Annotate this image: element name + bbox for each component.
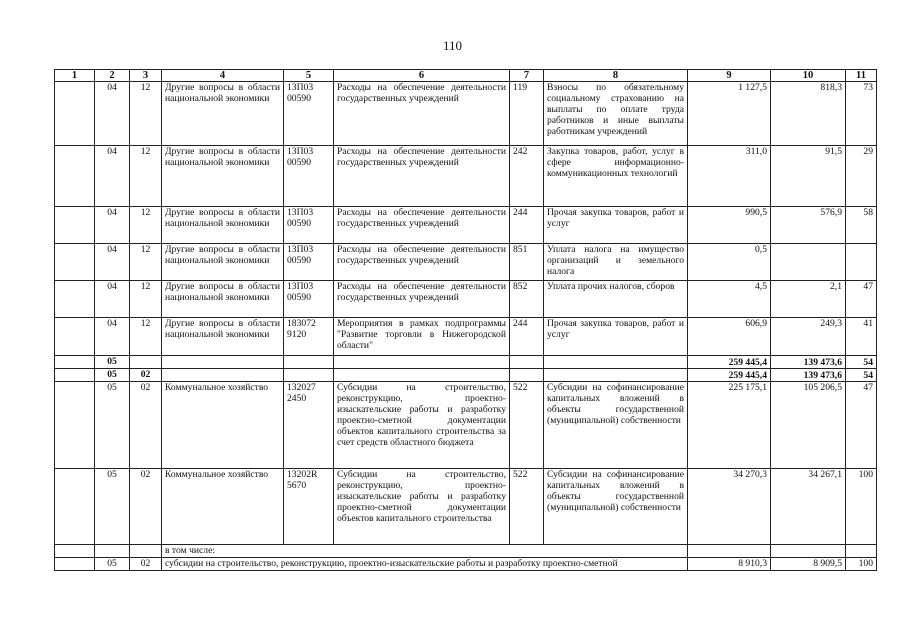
expense-type-cell: 851 — [510, 244, 544, 281]
table-row — [55, 244, 877, 281]
subsection-code-cell: 12 — [130, 244, 162, 281]
percent-cell: 29 — [846, 146, 877, 207]
target-article-cell — [284, 369, 334, 382]
empty-cell — [771, 545, 846, 558]
expense-type-cell: 522 — [510, 382, 544, 469]
target-article-cell: 13П03 00590 — [284, 146, 334, 207]
subsection-name-cell: Другие вопросы в области национальной экономики — [162, 281, 284, 318]
column-header: 9 — [688, 70, 771, 82]
percent-cell: 47 — [846, 281, 877, 318]
subsection-name-cell: Другие вопросы в области национальной экономики — [162, 318, 284, 356]
subsection-name-cell: Другие вопросы в области национальной экономики — [162, 146, 284, 207]
target-article-name-cell: Расходы на обеспечение деятельности государственных учреждений — [334, 146, 510, 207]
target-article-cell: 183072 9120 — [284, 318, 334, 356]
plan-amount-cell: 4,5 — [688, 281, 771, 318]
section-code-cell: 04 — [95, 82, 130, 146]
subsection-code-cell: 02 — [130, 558, 162, 571]
plan-amount-cell: 225 175,1 — [688, 382, 771, 469]
including-label: в том числе: — [162, 545, 688, 558]
subsection-name-cell: Коммунальное хозяйство — [162, 469, 284, 545]
target-article-name-cell: Расходы на обеспечение деятельности государственных учреждений — [334, 244, 510, 281]
table-row — [55, 318, 877, 356]
plan-amount-cell: 34 270,3 — [688, 469, 771, 545]
table-row — [55, 207, 877, 244]
subsection-code-cell: 02 — [130, 369, 162, 382]
plan-amount-cell: 0,5 — [688, 244, 771, 281]
subsection-name-cell — [162, 356, 284, 369]
target-article-name-cell: Субсидии на строительство, реконструкцию, проектно-изыскательские работы и разработку проектно-сметной документации объектов капитального строительства за счет средств областного бюджета — [334, 382, 510, 469]
expense-type-cell: 244 — [510, 318, 544, 356]
actual-amount-cell: 34 267,1 — [771, 469, 846, 545]
column-header: 1 — [55, 70, 95, 82]
expense-type-name-cell: Субсидии на софинансирование капитальных вложений в объекты государственной (муниципальной) собственности — [544, 382, 688, 469]
subsection-code-cell: 02 — [130, 382, 162, 469]
expense-type-name-cell: Закупка товаров, работ, услуг в сфере информационно-коммуникационных технологий — [544, 146, 688, 207]
expense-type-cell: 852 — [510, 281, 544, 318]
empty-cell — [55, 545, 95, 558]
page-number: 110 — [442, 38, 463, 53]
row-number-cell — [55, 318, 95, 356]
expense-type-name-cell — [544, 369, 688, 382]
column-header: 8 — [544, 70, 688, 82]
plan-amount-cell: 8 910,3 — [688, 558, 771, 571]
actual-amount-cell — [771, 244, 846, 281]
expense-type-cell — [510, 356, 544, 369]
section-code-cell: 04 — [95, 318, 130, 356]
expense-type-name-cell: Уплата прочих налогов, сборов — [544, 281, 688, 318]
row-number-cell — [55, 82, 95, 146]
plan-amount-cell: 1 127,5 — [688, 82, 771, 146]
expense-type-cell: 522 — [510, 469, 544, 545]
expense-type-cell: 242 — [510, 146, 544, 207]
empty-cell — [846, 545, 877, 558]
percent-cell: 54 — [846, 369, 877, 382]
target-article-cell: 13П03 00590 — [284, 244, 334, 281]
percent-cell — [846, 244, 877, 281]
subsection-name-cell: Другие вопросы в области национальной экономики — [162, 207, 284, 244]
section-code-cell: 04 — [95, 281, 130, 318]
percent-cell: 47 — [846, 382, 877, 469]
section-code-cell: 05 — [95, 469, 130, 545]
table-row — [55, 82, 877, 146]
section-code-cell: 04 — [95, 244, 130, 281]
target-article-cell: 13П03 00590 — [284, 207, 334, 244]
percent-cell: 100 — [846, 469, 877, 545]
expense-type-cell: 119 — [510, 82, 544, 146]
row-number-cell — [55, 207, 95, 244]
subsection-code-cell: 12 — [130, 281, 162, 318]
column-header: 2 — [95, 70, 130, 82]
subsection-code-cell: 12 — [130, 82, 162, 146]
actual-amount-cell: 139 473,6 — [771, 369, 846, 382]
row-number-cell — [55, 558, 95, 571]
target-article-name-cell: Расходы на обеспечение деятельности государственных учреждений — [334, 82, 510, 146]
section-total-row — [55, 356, 877, 369]
plan-amount-cell: 259 445,4 — [688, 369, 771, 382]
subsection-code-cell: 12 — [130, 318, 162, 356]
actual-amount-cell: 91,5 — [771, 146, 846, 207]
table-header-row — [55, 70, 877, 82]
column-header: 5 — [284, 70, 334, 82]
expense-type-name-cell: Прочая закупка товаров, работ и услуг — [544, 207, 688, 244]
target-article-name-cell — [334, 356, 510, 369]
target-article-cell — [284, 356, 334, 369]
expense-type-cell: 244 — [510, 207, 544, 244]
subsection-name-cell: Другие вопросы в области национальной экономики — [162, 244, 284, 281]
column-header: 11 — [846, 70, 877, 82]
target-article-name-cell: Субсидии на строительство, реконструкцию, проектно-изыскательские работы и разработку проектно-сметной документации объектов капитального строительства — [334, 469, 510, 545]
target-article-cell: 13202R 5670 — [284, 469, 334, 545]
subsidy-description-cell: субсидии на строительство, реконструкцию, проектно-изыскательские работы и разработку проектно-сметной — [162, 558, 688, 571]
row-number-cell — [55, 281, 95, 318]
subsection-name-cell: Коммунальное хозяйство — [162, 382, 284, 469]
target-article-cell: 132027 2450 — [284, 382, 334, 469]
row-number-cell — [55, 146, 95, 207]
percent-cell: 100 — [846, 558, 877, 571]
actual-amount-cell: 2,1 — [771, 281, 846, 318]
empty-cell — [95, 545, 130, 558]
plan-amount-cell: 606,9 — [688, 318, 771, 356]
target-article-name-cell: Расходы на обеспечение деятельности государственных учреждений — [334, 281, 510, 318]
column-header: 3 — [130, 70, 162, 82]
table-row — [55, 281, 877, 318]
expense-type-name-cell: Уплата налога на имущество организаций и земельного налога — [544, 244, 688, 281]
expense-type-name-cell: Субсидии на софинансирование капитальных вложений в объекты государственной (муниципальной) собственности — [544, 469, 688, 545]
subsection-code-cell: 02 — [130, 469, 162, 545]
expense-type-cell — [510, 369, 544, 382]
section-code-cell: 04 — [95, 146, 130, 207]
subsection-code-cell: 12 — [130, 207, 162, 244]
actual-amount-cell: 576,9 — [771, 207, 846, 244]
row-number-cell — [55, 369, 95, 382]
actual-amount-cell: 8 909,5 — [771, 558, 846, 571]
expense-type-name-cell: Прочая закупка товаров, работ и услуг — [544, 318, 688, 356]
section-code-cell: 05 — [95, 356, 130, 369]
plan-amount-cell: 311,0 — [688, 146, 771, 207]
subsection-name-cell — [162, 369, 284, 382]
empty-cell — [130, 545, 162, 558]
row-number-cell — [55, 469, 95, 545]
percent-cell: 73 — [846, 82, 877, 146]
note-row — [55, 545, 877, 558]
target-article-name-cell — [334, 369, 510, 382]
expense-type-name-cell — [544, 356, 688, 369]
empty-cell — [688, 545, 771, 558]
expense-type-name-cell: Взносы по обязательному социальному страхованию на выплаты по оплате труда работников и иные выплаты работникам учреждений — [544, 82, 688, 146]
column-header: 7 — [510, 70, 544, 82]
subsection-total-row — [55, 369, 877, 382]
section-code-cell: 05 — [95, 382, 130, 469]
actual-amount-cell: 249,3 — [771, 318, 846, 356]
column-header: 10 — [771, 70, 846, 82]
table-row — [55, 558, 877, 571]
row-number-cell — [55, 382, 95, 469]
subsection-code-cell — [130, 356, 162, 369]
target-article-name-cell: Мероприятия в рамках подпрограммы "Развитие торговли в Нижегородской области" — [334, 318, 510, 356]
actual-amount-cell: 105 206,5 — [771, 382, 846, 469]
subsection-name-cell: Другие вопросы в области национальной экономики — [162, 82, 284, 146]
section-code-cell: 05 — [95, 369, 130, 382]
plan-amount-cell: 990,5 — [688, 207, 771, 244]
section-code-cell: 05 — [95, 558, 130, 571]
table-row — [55, 146, 877, 207]
row-number-cell — [55, 244, 95, 281]
budget-table — [54, 69, 877, 571]
subsection-code-cell: 12 — [130, 146, 162, 207]
table-row — [55, 382, 877, 469]
plan-amount-cell: 259 445,4 — [688, 356, 771, 369]
percent-cell: 54 — [846, 356, 877, 369]
percent-cell: 41 — [846, 318, 877, 356]
target-article-cell: 13П03 00590 — [284, 82, 334, 146]
percent-cell: 58 — [846, 207, 877, 244]
actual-amount-cell: 818,3 — [771, 82, 846, 146]
table-row — [55, 469, 877, 545]
column-header: 6 — [334, 70, 510, 82]
actual-amount-cell: 139 473,6 — [771, 356, 846, 369]
section-code-cell: 04 — [95, 207, 130, 244]
target-article-cell: 13П03 00590 — [284, 281, 334, 318]
column-header: 4 — [162, 70, 284, 82]
target-article-name-cell: Расходы на обеспечение деятельности государственных учреждений — [334, 207, 510, 244]
row-number-cell — [55, 356, 95, 369]
